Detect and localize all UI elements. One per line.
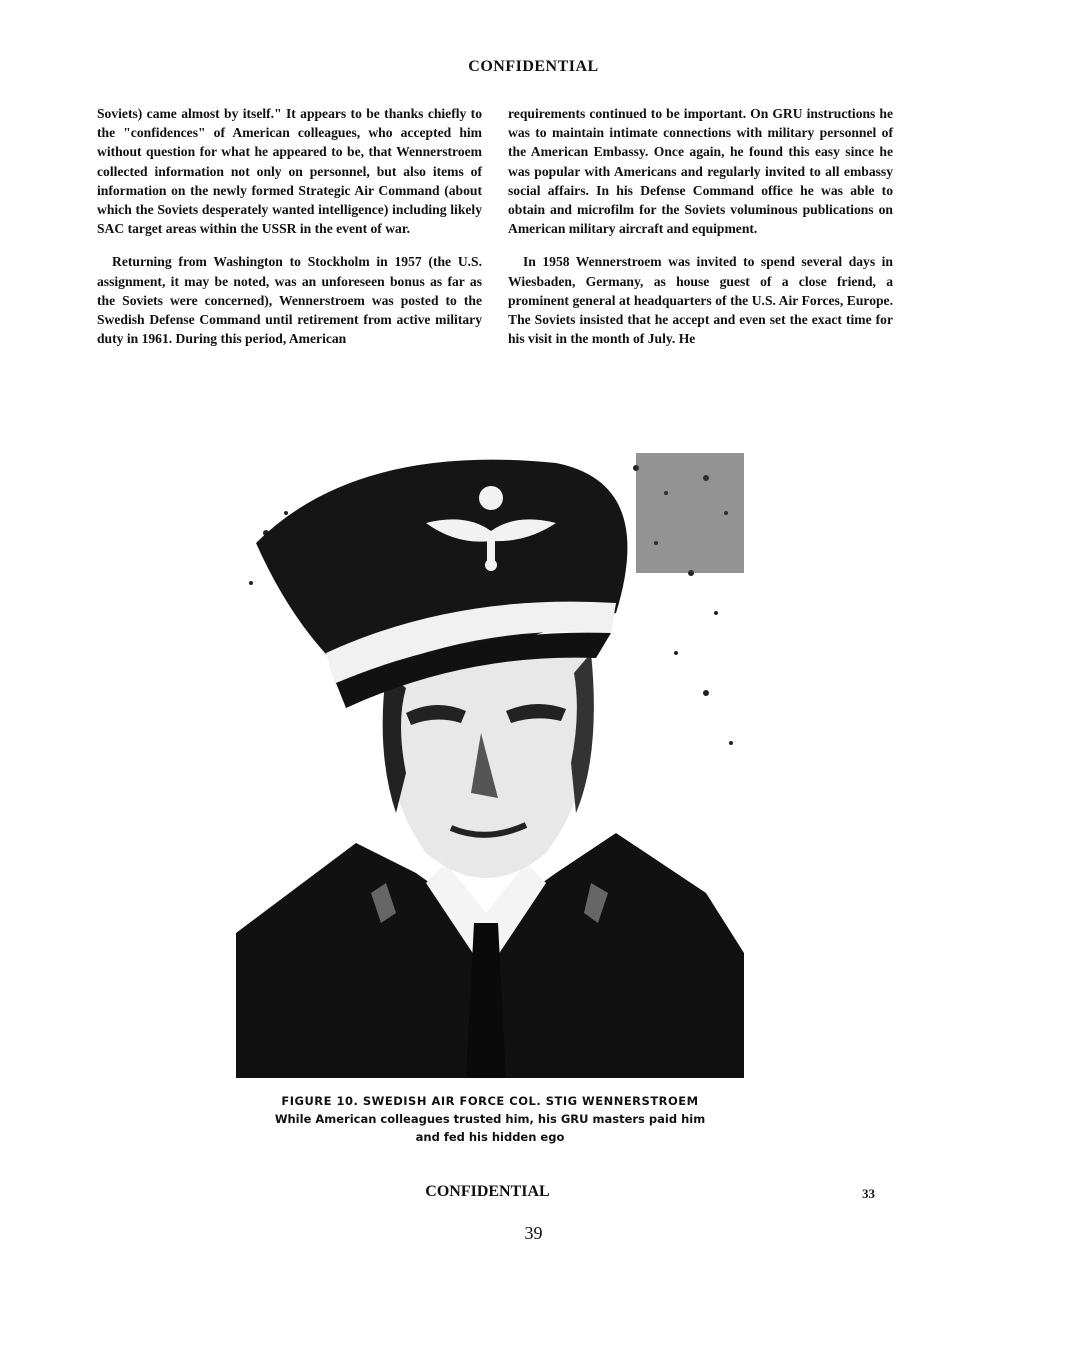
classification-footer: CONFIDENTIAL	[425, 1183, 550, 1200]
caption-line: and fed his hidden ego	[415, 1130, 565, 1144]
paragraph: Returning from Washington to Stockholm in 1957 (the U.S. assignment, it may be noted, was an unforeseen bonus as far as the Soviets were concerned), Wennerstroem was posted to the Swedish Defense Command until retirement from active military duty in 1961. During this period, American	[97, 254, 482, 347]
page-number: 33	[862, 1186, 875, 1201]
paragraph: In 1958 Wennerstroem was invited to spend several days in Wiesbaden, Germany, as house guest of a close friend, a prominent general at headquarters of the U.S. Air Forces, Europe. The Soviets insisted that he accept and even set the exact time for his visit in the month of July. He	[508, 254, 893, 347]
right-column	[508, 104, 893, 362]
paragraph: Soviets) came almost by itself." It appears to be thanks chiefly to the "confidences" of American colleagues, who accepted him without question for what he appeared to be, that Wennerstroem collected information not only on personnel, but also items of information on the newly formed Strategic Air Command (about which the Soviets desperately wanted intelligence) including likely SAC target areas within the USSR in the event of war.	[97, 106, 482, 237]
paragraph: requirements continued to be important. On GRU instructions he was to maintain intimate connections with military personnel of the American Embassy. Once again, he found this easy since he was popular with Americans and regularly invited to all embassy social affairs. In his Defense Command office he was able to obtain and microfilm for the Soviets voluminous publications on American military aircraft and equipment.	[508, 106, 893, 237]
portrait-photo	[236, 453, 744, 1078]
figure-caption	[236, 1092, 744, 1146]
sheet-number: 39	[524, 1223, 543, 1243]
classification-header: CONFIDENTIAL	[468, 58, 599, 75]
figure-title: FIGURE 10. SWEDISH AIR FORCE COL. STIG WENNERSTROEM	[281, 1094, 699, 1108]
caption-line: While American colleagues trusted him, his GRU masters paid him	[274, 1112, 706, 1126]
left-column	[97, 104, 482, 362]
